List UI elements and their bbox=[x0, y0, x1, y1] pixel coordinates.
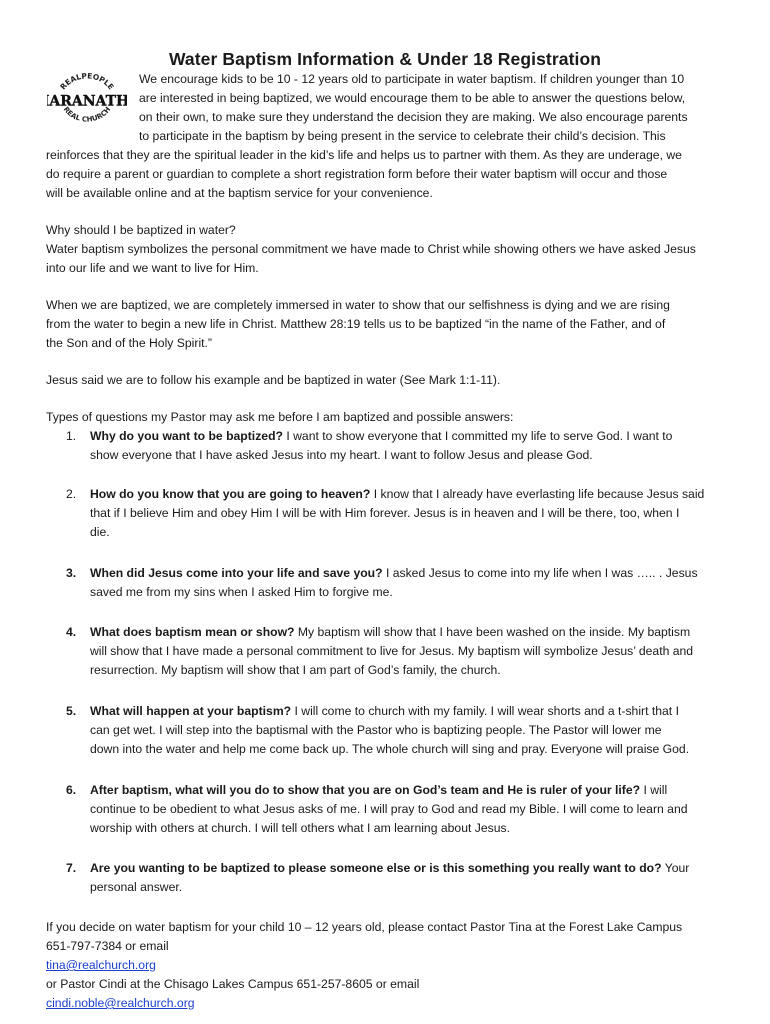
intro-paragraph-indented bbox=[139, 70, 729, 146]
question-item bbox=[90, 781, 730, 838]
email-link-cindi[interactable]: cindi.noble@realchurch.org bbox=[46, 996, 195, 1010]
why-heading: Why should I be baptized in water? bbox=[46, 223, 236, 237]
question-number: 2. bbox=[66, 487, 77, 501]
types-line: Types of questions my Pastor may ask me before I am baptized and possible answers: bbox=[46, 410, 514, 424]
question-text: How do you know that you are going to heaven? bbox=[90, 487, 371, 501]
question-text: What does baptism mean or show? bbox=[90, 625, 295, 639]
question-number: 7. bbox=[66, 861, 77, 875]
answer-line: will show that I have made a personal commitment to live for Jesus. My baptism will symbolize Jesus’ death and bbox=[90, 644, 694, 658]
logo-bottom-text: REAL CHURCH bbox=[61, 105, 113, 124]
answer-text: I will come to church with my family. I will wear shorts and a t-shirt that I bbox=[291, 704, 679, 718]
question-text: Why do you want to be baptized? bbox=[90, 429, 283, 443]
follow-line: Jesus said we are to follow his example and be baptized in water (See Mark 1:1-11). bbox=[46, 373, 501, 387]
question-item bbox=[90, 623, 730, 680]
email-link-tina[interactable]: tina@realchurch.org bbox=[46, 958, 156, 972]
answer-line: show everyone that I have asked Jesus into my heart. I want to follow Jesus and please God. bbox=[90, 448, 593, 462]
intro-line: on their own, to make sure they understand the decision they are making. We also encourage parents bbox=[139, 110, 688, 124]
contact-phone-text: 651-797-7384 or email bbox=[46, 939, 169, 953]
question-item bbox=[90, 859, 730, 897]
why-line: Water baptism symbolizes the personal commitment we have made to Christ while showing others we have asked Jesus bbox=[46, 242, 696, 256]
question-number: 6. bbox=[66, 783, 77, 797]
intro-line: are interested in being baptized, we would encourage them to be able to answer the questions below, bbox=[139, 91, 686, 105]
logo-main-text: ARANATH bbox=[49, 93, 127, 110]
answer-line: continue to be obedient to what Jesus asks of me. I will pray to God and read my Bible. I will come to learn and bbox=[90, 802, 688, 816]
logo-top-text: REALPEOPLE bbox=[58, 71, 116, 92]
question-text: After baptism, what will you do to show that you are on God’s team and He is ruler of your life? bbox=[90, 783, 641, 797]
immersed-paragraph bbox=[46, 296, 730, 353]
question-item bbox=[90, 485, 730, 542]
immersed-line: from the water to begin a new life in Christ. Matthew 28:19 tells us to be baptized “in the name of the Father, and of bbox=[46, 317, 666, 331]
question-item bbox=[90, 427, 730, 465]
answer-line: personal answer. bbox=[90, 880, 183, 894]
answer-text: I know that I already have everlasting life because Jesus said bbox=[370, 487, 705, 501]
page-title: Water Baptism Information & Under 18 Registration bbox=[168, 49, 602, 69]
question-item bbox=[90, 564, 730, 602]
immersed-line: When we are baptized, we are completely immersed in water to show that our selfishness is dying and we are rising bbox=[46, 298, 670, 312]
question-text: Are you wanting to be baptized to please someone else or is this something you really want to do? bbox=[90, 861, 662, 875]
question-number: 5. bbox=[66, 704, 77, 718]
why-section bbox=[46, 221, 730, 278]
intro-line: We encourage kids to be 10 - 12 years old to participate in water baptism. If children younger than 10 bbox=[139, 72, 685, 86]
types-paragraph bbox=[46, 408, 730, 427]
contact-line: If you decide on water baptism for your child 10 – 12 years old, please contact Pastor Tina at the Forest Lake Campus bbox=[46, 920, 683, 934]
answer-line: can get wet. I will step into the baptismal with the Pastor who is baptizing people. The Pastor will lower me bbox=[90, 723, 662, 737]
answer-text: I asked Jesus to come into my life when I was ….. . Jesus bbox=[382, 566, 698, 580]
immersed-line: the Son and of the Holy Spirit.” bbox=[46, 336, 212, 350]
answer-text: I want to show everyone that I committed my life to serve God. I want to bbox=[282, 429, 673, 443]
why-line: into our life and we want to live for Him. bbox=[46, 261, 259, 275]
question-number: 3. bbox=[66, 566, 77, 580]
intro-paragraph-full bbox=[46, 146, 726, 203]
answer-text: I will bbox=[640, 783, 668, 797]
question-number: 1. bbox=[66, 429, 77, 443]
answer-line: worship with others at church. I will tell others what I am learning about Jesus. bbox=[90, 821, 510, 835]
maranatha-logo bbox=[47, 66, 127, 132]
answer-line: down into the water and help me come back up. The whole church will sing and pray. Everyone will praise God. bbox=[90, 742, 690, 756]
logo-graphic bbox=[47, 66, 127, 132]
follow-paragraph bbox=[46, 371, 730, 390]
contact-text: or Pastor Cindi at the Chisago Lakes Campus 651-257-8605 or email bbox=[46, 977, 420, 991]
question-text: When did Jesus come into your life and save you? bbox=[90, 566, 383, 580]
intro-line: to participate in the baptism by being present in the service to celebrate their child’s decision. This bbox=[139, 129, 666, 143]
answer-line: resurrection. My baptism will show that I am part of God’s family, the church. bbox=[90, 663, 501, 677]
intro-line: do require a parent or guardian to complete a short registration form before their water baptism will occur and those bbox=[46, 167, 668, 181]
intro-line: will be available online and at the baptism service for your convenience. bbox=[46, 186, 433, 200]
question-text: What will happen at your baptism? bbox=[90, 704, 292, 718]
answer-text: Your bbox=[661, 861, 690, 875]
intro-line: reinforces that they are the spiritual leader in the kid’s life and helps us to partner with them. As they are underage, we bbox=[46, 148, 682, 162]
answer-line: that if I believe Him and obey Him I will be with Him forever. Jesus is in heaven and I will be there, too, when I bbox=[90, 506, 680, 520]
answer-text: My baptism will show that I have been washed on the inside. My baptism bbox=[294, 625, 691, 639]
answer-line: die. bbox=[90, 525, 110, 539]
contact-paragraph bbox=[46, 918, 730, 1013]
question-number: 4. bbox=[66, 625, 77, 639]
answer-line: saved me from my sins when I asked Him to forgive me. bbox=[90, 585, 393, 599]
question-item bbox=[90, 702, 730, 759]
